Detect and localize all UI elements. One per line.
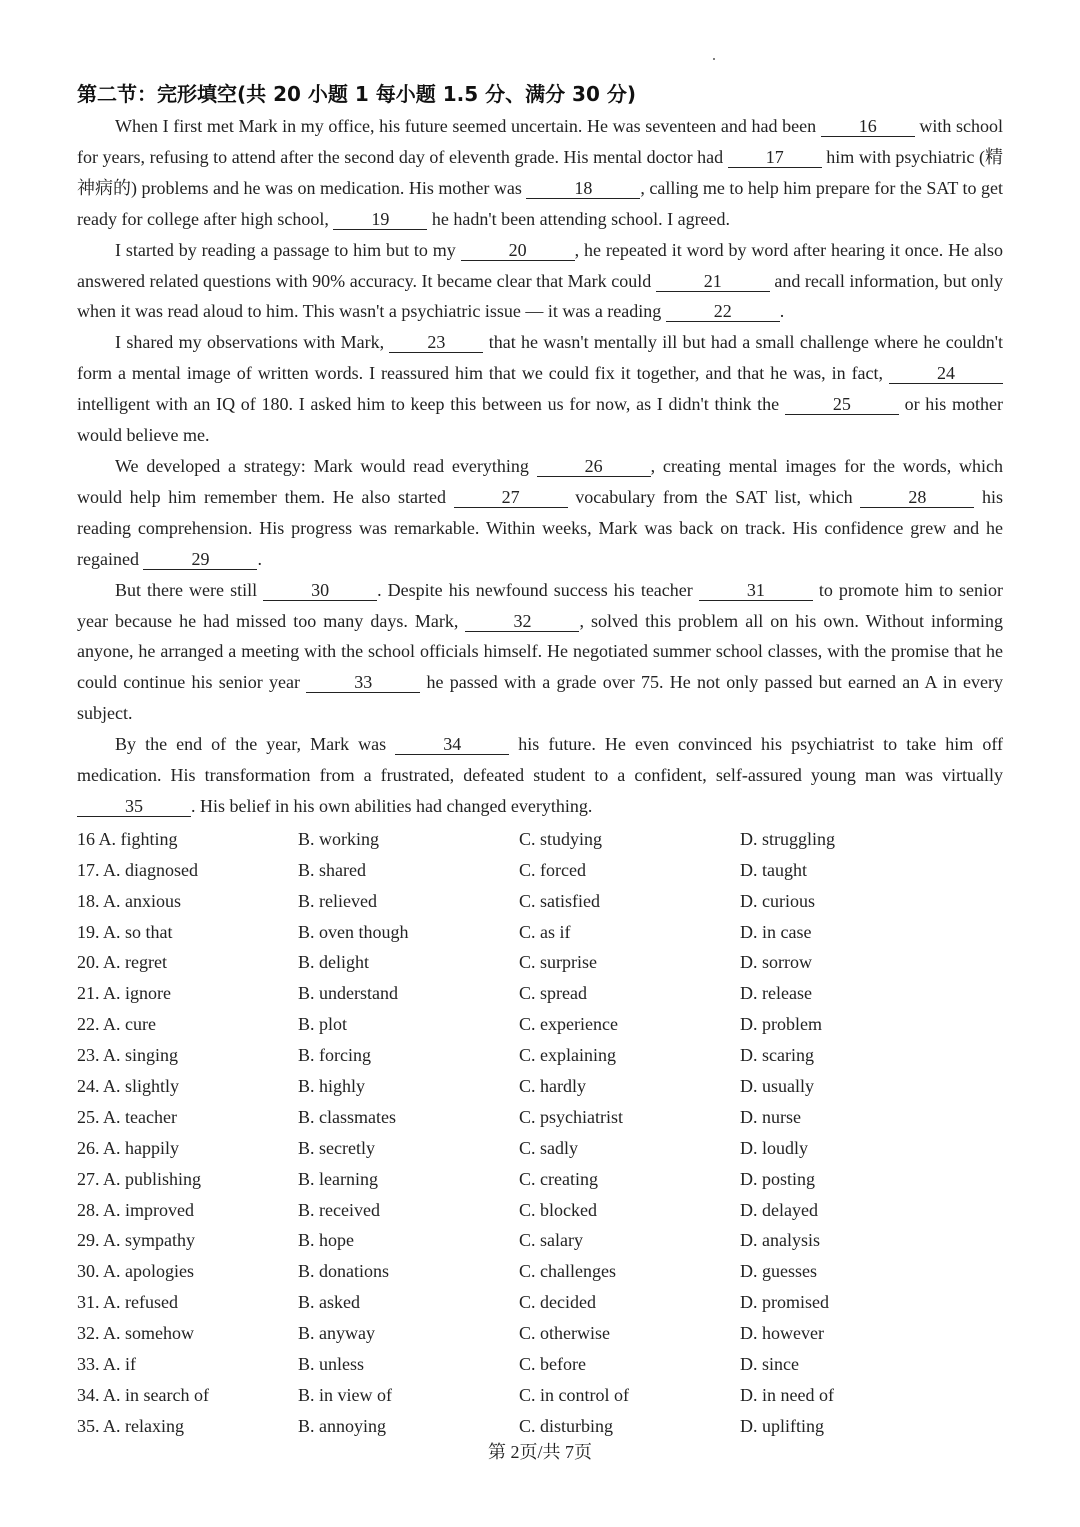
section-heading: 第二节：完形填空(共 20 小题 1 每小题 1.5 分、满分 30 分) bbox=[77, 82, 636, 106]
option-b: B. plot bbox=[298, 1014, 348, 1035]
option-d: D. in case bbox=[740, 921, 812, 942]
option-b: B. hope bbox=[298, 1230, 354, 1251]
option-c: C. decided bbox=[519, 1292, 596, 1313]
option-d: D. in need of bbox=[740, 1384, 834, 1405]
option-c: C. challenges bbox=[519, 1261, 616, 1282]
blank-27: 27 bbox=[454, 487, 568, 508]
option-b: B. understand bbox=[298, 983, 398, 1004]
option-c: C. surprise bbox=[519, 952, 597, 973]
options-list bbox=[77, 824, 1003, 1442]
page-number: 第 2页/共 7页 bbox=[487, 1442, 592, 1462]
blank-34: 34 bbox=[395, 734, 509, 755]
passage-text: his future. He even convinced his psychiatrist to take him off medication. His transformation from a frustrated, defeated student to a confident, self-assured young man was virtually bbox=[77, 734, 1004, 786]
blank-21: 21 bbox=[656, 271, 770, 292]
option-c: C. as if bbox=[519, 921, 571, 942]
passage-paragraph bbox=[77, 575, 1003, 730]
option-d: D. guesses bbox=[740, 1261, 817, 1282]
option-c: C. studying bbox=[519, 828, 603, 849]
cloze-passage bbox=[77, 111, 1003, 822]
option-c: C. experience bbox=[519, 1014, 618, 1035]
option-d: D. promised bbox=[740, 1292, 829, 1313]
option-b: B. unless bbox=[298, 1353, 365, 1374]
option-row bbox=[77, 1256, 1003, 1287]
option-a: 26. A. happily bbox=[77, 1137, 179, 1158]
option-d: D. scaring bbox=[740, 1045, 814, 1066]
blank-23: 23 bbox=[389, 332, 483, 353]
option-c: C. disturbing bbox=[519, 1415, 614, 1436]
blank-30: 30 bbox=[263, 580, 377, 601]
option-b: B. learning bbox=[298, 1168, 378, 1189]
passage-text: , solved this problem all on his own. Without informing anyone, he arranged a meeting with the school officials himself. He negotiated summer school classes, with the promise that he could continue his senior year bbox=[77, 610, 1003, 693]
option-a: 20. A. regret bbox=[77, 952, 167, 973]
option-a: 28. A. improved bbox=[77, 1199, 194, 1220]
option-row bbox=[77, 1071, 1003, 1102]
blank-28: 28 bbox=[860, 487, 974, 508]
option-row bbox=[77, 1133, 1003, 1164]
option-b: B. asked bbox=[298, 1292, 360, 1313]
option-a: 32. A. somehow bbox=[77, 1323, 194, 1344]
option-d: D. release bbox=[740, 983, 812, 1004]
passage-paragraph bbox=[77, 327, 1003, 451]
blank-24: 24 bbox=[889, 363, 1003, 384]
blank-22: 22 bbox=[666, 301, 780, 322]
passage-text: . bbox=[257, 548, 262, 569]
option-a: 22. A. cure bbox=[77, 1014, 156, 1035]
blank-20: 20 bbox=[461, 240, 575, 261]
option-a: 21. A. ignore bbox=[77, 983, 171, 1004]
passage-text: he passed with a grade over 75. He not only passed but earned an A in every subject. bbox=[77, 672, 1003, 724]
passage-paragraph bbox=[77, 111, 1003, 235]
option-d: D. usually bbox=[740, 1075, 814, 1096]
option-b: B. in view of bbox=[298, 1384, 392, 1405]
option-b: B. working bbox=[298, 828, 379, 849]
option-c: C. satisfied bbox=[519, 890, 600, 911]
passage-text: , calling me to help him prepare for the SAT to get ready for college after high school, bbox=[77, 177, 1003, 229]
option-a: 17. A. diagnosed bbox=[77, 859, 198, 880]
option-d: D. nurse bbox=[740, 1106, 801, 1127]
option-b: B. received bbox=[298, 1199, 380, 1220]
option-row bbox=[77, 1349, 1003, 1380]
blank-32: 32 bbox=[465, 611, 579, 632]
passage-paragraph bbox=[77, 235, 1003, 328]
passage-text: and recall information, but only when it was read aloud to him. This wasn't a psychiatric issue — it was a reading bbox=[77, 270, 1004, 322]
option-a: 29. A. sympathy bbox=[77, 1230, 196, 1251]
option-b: B. anyway bbox=[298, 1323, 375, 1344]
option-row bbox=[77, 1164, 1003, 1195]
option-row bbox=[77, 1225, 1003, 1256]
option-b: B. oven though bbox=[298, 921, 409, 942]
blank-19: 19 bbox=[333, 209, 427, 230]
option-a: 16 A. fighting bbox=[77, 828, 178, 849]
option-d: D. problem bbox=[740, 1014, 822, 1035]
option-d: D. uplifting bbox=[740, 1415, 824, 1436]
option-b: B. classmates bbox=[298, 1106, 396, 1127]
scan-dot bbox=[713, 58, 715, 60]
option-row bbox=[77, 978, 1003, 1009]
option-row bbox=[77, 917, 1003, 948]
passage-text: We developed a strategy: Mark would read everything bbox=[115, 455, 537, 476]
option-d: D. struggling bbox=[740, 828, 836, 849]
passage-text: . bbox=[779, 301, 785, 322]
option-c: C. blocked bbox=[519, 1199, 597, 1220]
passage-paragraph bbox=[77, 729, 1003, 822]
option-c: C. hardly bbox=[519, 1075, 586, 1096]
exam-page bbox=[77, 78, 1003, 1442]
blank-26: 26 bbox=[537, 456, 651, 477]
blank-35: 35 bbox=[77, 796, 191, 817]
option-b: B. relieved bbox=[298, 890, 377, 911]
passage-paragraph bbox=[77, 451, 1003, 575]
blank-31: 31 bbox=[699, 580, 813, 601]
option-a: 35. A. relaxing bbox=[77, 1415, 184, 1436]
option-row bbox=[77, 1195, 1003, 1226]
option-d: D. since bbox=[740, 1353, 799, 1374]
blank-29: 29 bbox=[143, 549, 257, 570]
option-a: 18. A. anxious bbox=[77, 890, 182, 911]
option-a: 31. A. refused bbox=[77, 1292, 178, 1313]
option-d: D. analysis bbox=[740, 1230, 820, 1251]
option-row bbox=[77, 1318, 1003, 1349]
option-row bbox=[77, 1009, 1003, 1040]
option-a: 34. A. in search of bbox=[77, 1384, 209, 1405]
passage-text: . His belief in his own abilities had changed everything. bbox=[191, 795, 593, 816]
option-c: C. sadly bbox=[519, 1137, 579, 1158]
passage-text: to promote him to senior year because he had missed too many days. Mark, bbox=[77, 579, 1003, 631]
blank-18: 18 bbox=[526, 178, 640, 199]
option-b: B. delight bbox=[298, 952, 369, 973]
option-row bbox=[77, 1040, 1003, 1071]
option-row bbox=[77, 824, 1003, 855]
option-row bbox=[77, 947, 1003, 978]
passage-text: he hadn't been attending school. I agreed. bbox=[427, 208, 731, 229]
option-c: C. in control of bbox=[519, 1384, 629, 1405]
option-row bbox=[77, 855, 1003, 886]
option-b: B. donations bbox=[298, 1261, 390, 1282]
option-row bbox=[77, 1102, 1003, 1133]
option-c: C. otherwise bbox=[519, 1323, 610, 1344]
passage-text: vocabulary from the SAT list, which bbox=[567, 486, 861, 507]
passage-text: By the end of the year, Mark was bbox=[115, 734, 396, 755]
option-a: 19. A. so that bbox=[77, 921, 173, 942]
passage-text: that he wasn't mentally ill but had a small challenge where he couldn't form a mental image of written words. I reassured him that we could fix it together, and that he was, in fact, bbox=[77, 332, 1003, 384]
option-d: D. posting bbox=[740, 1168, 816, 1189]
option-row bbox=[77, 1287, 1003, 1318]
option-b: B. annoying bbox=[298, 1415, 386, 1436]
passage-text: , he repeated it word by word after hearing it once. He also answered related questions with 90% accuracy. It became clear that Mark could bbox=[77, 239, 1004, 291]
passage-text: with school for years, refusing to attend after the second day of eleventh grade. His mental doctor had bbox=[77, 116, 1004, 167]
option-a: 30. A. apologies bbox=[77, 1261, 194, 1282]
option-d: D. loudly bbox=[740, 1137, 809, 1158]
option-c: C. before bbox=[519, 1353, 586, 1374]
option-a: 27. A. publishing bbox=[77, 1168, 202, 1189]
passage-text: or his mother would believe me. bbox=[77, 394, 1003, 446]
option-row bbox=[77, 886, 1003, 917]
option-d: D. however bbox=[740, 1323, 824, 1344]
option-b: B. shared bbox=[298, 859, 366, 880]
passage-text: When I first met Mark in my office, his future seemed uncertain. He was seventeen and had been bbox=[115, 116, 821, 136]
passage-text: I shared my observations with Mark, bbox=[115, 332, 390, 353]
option-d: D. taught bbox=[740, 859, 807, 880]
option-c: C. explaining bbox=[519, 1045, 616, 1066]
option-b: B. highly bbox=[298, 1075, 366, 1096]
blank-25: 25 bbox=[785, 394, 899, 415]
option-a: 25. A. teacher bbox=[77, 1106, 177, 1127]
option-c: C. spread bbox=[519, 983, 587, 1004]
passage-text: But there were still bbox=[115, 579, 264, 600]
passage-text: his reading comprehension. His progress was remarkable. Within weeks, Mark was back on track. His confidence grew and he regained bbox=[77, 486, 1004, 569]
option-b: B. forcing bbox=[298, 1045, 371, 1066]
option-a: 24. A. slightly bbox=[77, 1075, 180, 1096]
option-row bbox=[77, 1411, 1003, 1442]
passage-text: I started by reading a passage to him but to my bbox=[115, 239, 461, 260]
blank-16: 16 bbox=[821, 116, 915, 137]
option-d: D. delayed bbox=[740, 1199, 818, 1220]
option-a: 33. A. if bbox=[77, 1353, 137, 1374]
option-c: C. psychiatrist bbox=[519, 1106, 623, 1127]
passage-text: . Despite his newfound success his teacher bbox=[377, 579, 699, 600]
option-c: C. creating bbox=[519, 1168, 598, 1189]
option-c: C. forced bbox=[519, 859, 586, 880]
passage-text: intelligent with an IQ of 180. I asked him to keep this between us for now, as I didn't think the bbox=[77, 394, 785, 415]
option-c: C. salary bbox=[519, 1230, 583, 1251]
passage-text: him with psychiatric (精神病的) problems and he was on medication. His mother was bbox=[77, 146, 1004, 198]
option-b: B. secretly bbox=[298, 1137, 375, 1158]
option-d: D. sorrow bbox=[740, 952, 812, 973]
blank-33: 33 bbox=[306, 672, 420, 693]
option-row bbox=[77, 1380, 1003, 1411]
blank-17: 17 bbox=[728, 147, 822, 168]
option-d: D. curious bbox=[740, 890, 815, 911]
passage-text: , creating mental images for the words, which would help him remember them. He also started bbox=[77, 455, 1003, 507]
option-a: 23. A. singing bbox=[77, 1045, 179, 1066]
